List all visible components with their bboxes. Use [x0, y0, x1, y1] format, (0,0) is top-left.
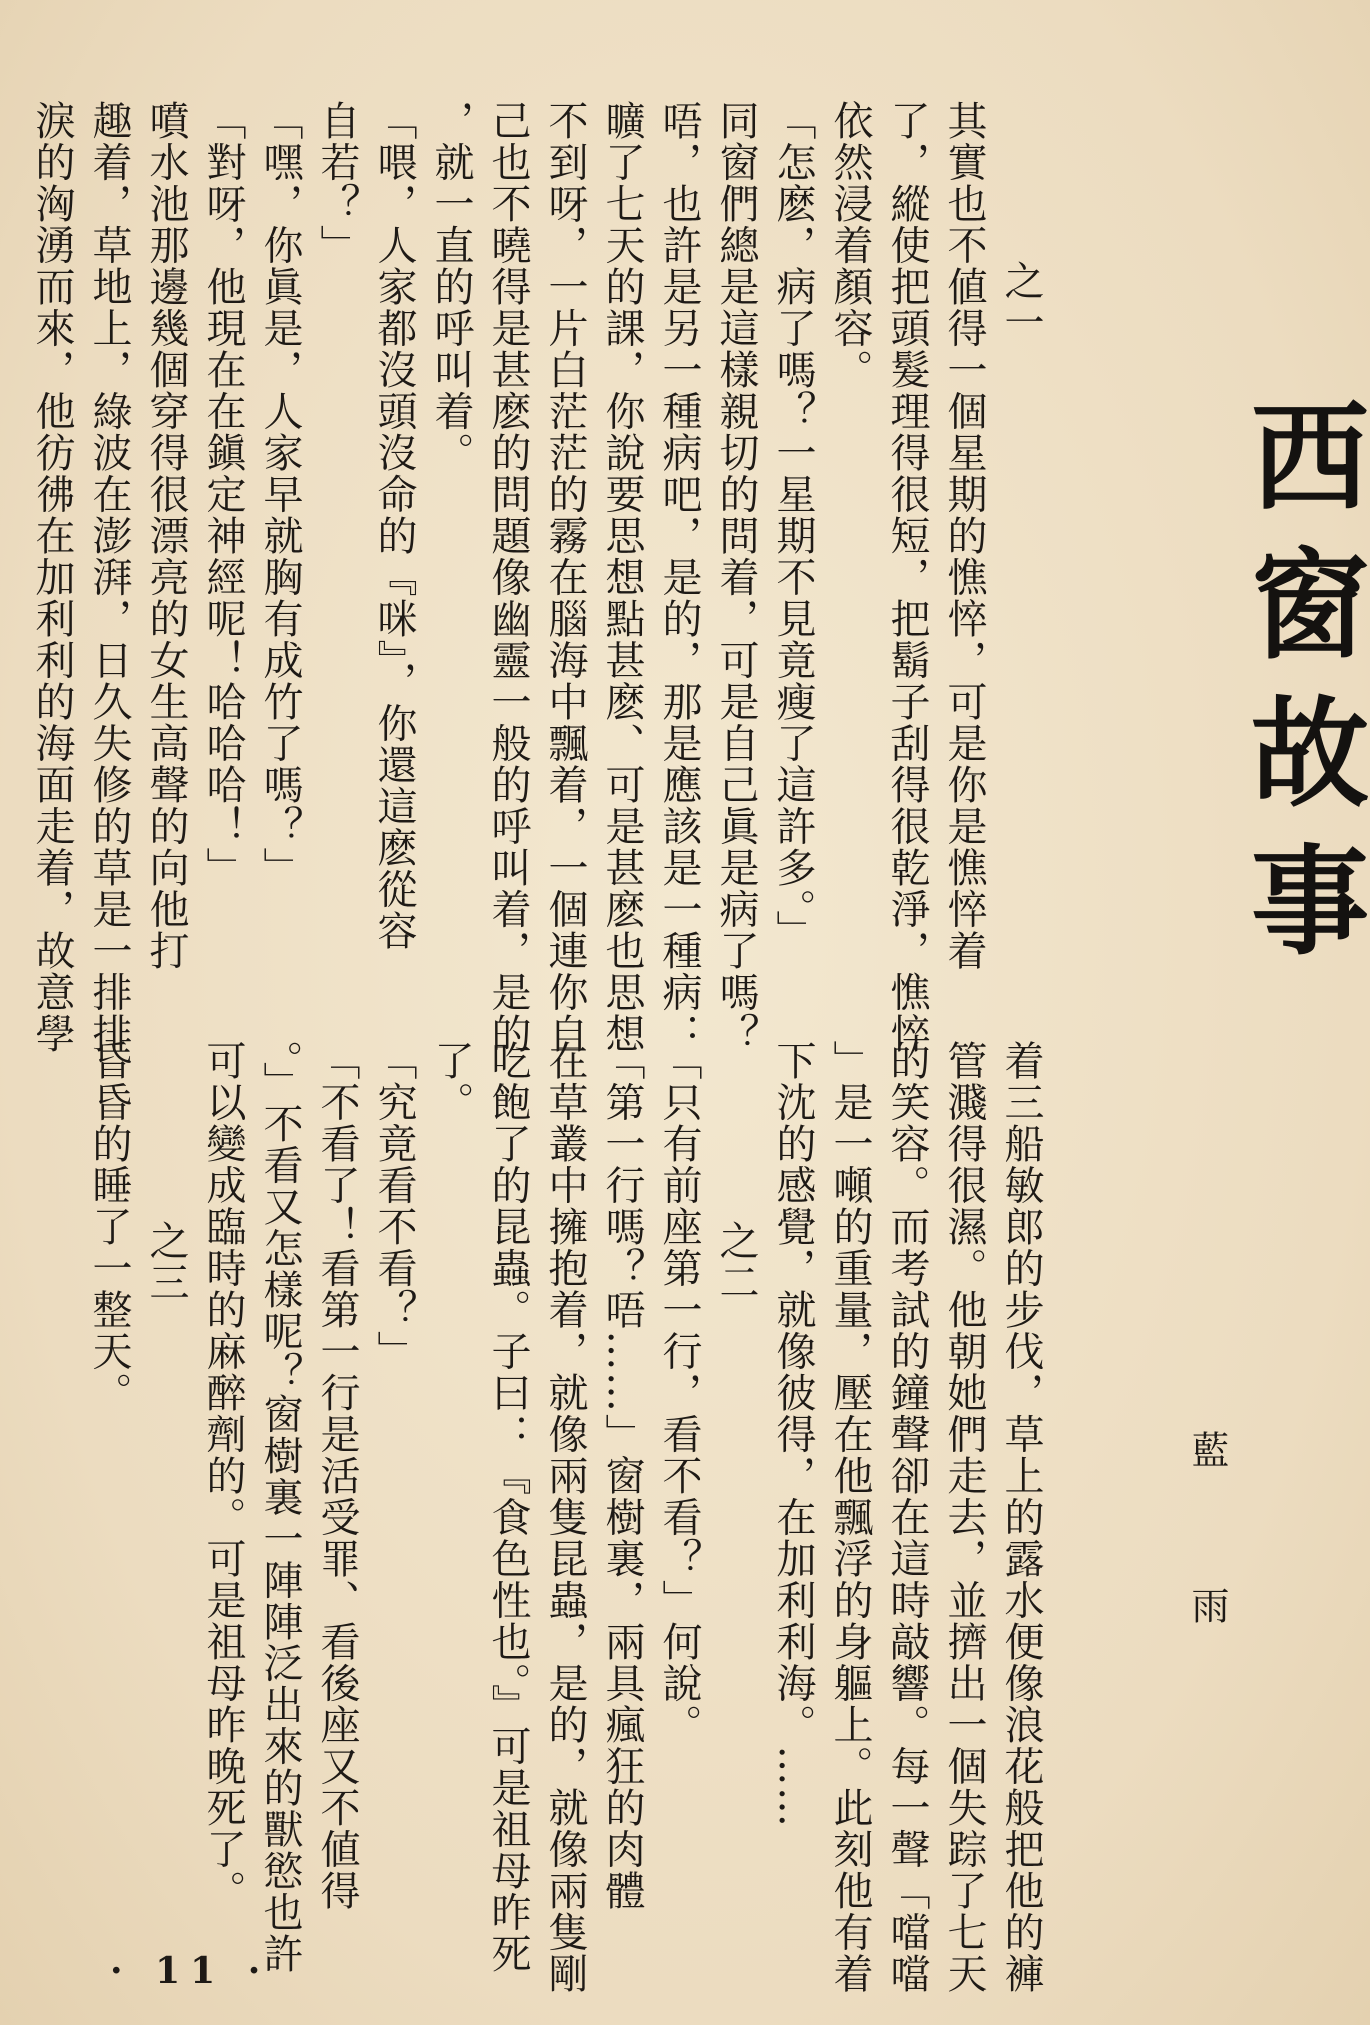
- page-number: · 11 ·: [110, 1950, 271, 1992]
- text-column: 「只有前座第一行，看不看？」何說。: [656, 1040, 702, 1746]
- text-column: 己也不曉得是甚麽的問題像幽靈一般的呼叫着，是的: [485, 100, 531, 1055]
- text-column: 的笑容。而考試的鐘聲卻在這時敲響。每一聲「噹噹: [884, 1040, 930, 1995]
- text-column: ，就一直的呼叫着。: [428, 100, 474, 474]
- author-name: 藍 雨: [1185, 1430, 1229, 1664]
- text-column: 唔，也許是另一種病吧，是的，那是應該是一種病：: [656, 100, 702, 1055]
- text-column: 吃飽了的昆蟲。子曰：『食色性也。』可是祖母昨死: [485, 1040, 531, 1975]
- text-column: 「究竟看不看？」: [371, 1040, 417, 1372]
- text-column: 曠了七天的課，你說要思想點甚麽、可是甚麽也思想: [599, 100, 645, 1055]
- text-column: 了。: [428, 1040, 474, 1123]
- text-column: 「喂，人家都沒頭沒命的『咪』，你還這麽從容: [371, 100, 417, 952]
- text-column: 下沈的感覺，就像彼得，在加利利海。……: [770, 1040, 816, 1829]
- text-column: 其實也不値得一個星期的憔悴，可是你是憔悴着: [941, 100, 987, 972]
- text-column: 依然浸着顏容。: [827, 100, 873, 391]
- section-one: [23, 100, 1049, 1055]
- text-column: 噴水池那邊幾個穿得很漂亮的女生高聲的向他打: [143, 100, 189, 972]
- text-column: 趣着，草地上，綠波在澎湃，日久失修的草是一排排: [86, 100, 132, 1055]
- text-column: 」是一噸的重量，壓在他飄浮的身軀上。此刻他有着: [827, 1040, 873, 1995]
- text-column: 不到呀，一片白茫茫的霧在腦海中飄着，一個連你自: [542, 100, 588, 1055]
- text-column: 着三船敏郎的步伐，草上的露水便像浪花般把他的褲: [998, 1040, 1044, 1995]
- text-column: 在草叢中擁抱着，就像兩隻昆蟲，是的，就像兩隻剛: [542, 1040, 588, 1995]
- text-column: 「不看了！看第一行是活受罪、看後座又不値得: [314, 1040, 360, 1912]
- section-heading: 之一: [998, 260, 1044, 343]
- text-column: 「嘿，你眞是，人家早就胸有成竹了嗎？」: [257, 100, 303, 889]
- text-column: 可以變成臨時的麻醉劑的。可是祖母昨晚死了。: [200, 1040, 246, 1912]
- text-column: 。」不看又怎樣呢？窗樹裏一陣陣泛出來的獸慾也許: [257, 1040, 303, 1975]
- text-column: 昏昏的睡了一整天。: [86, 1040, 132, 1414]
- text-column: 「第一行嗎？唔……」窗樹裏，兩具瘋狂的肉體: [599, 1040, 645, 1912]
- text-column: 同窗們總是這樣親切的問着，可是自己眞是病了嗎？: [713, 100, 759, 1055]
- section-heading: 之三: [143, 1220, 189, 1303]
- text-column: 了，縱使把頭髮理得很短，把鬍子刮得很乾淨，憔悴: [884, 100, 930, 1055]
- text-column: 「怎麽，病了嗎？一星期不見竟瘦了這許多。」: [770, 100, 816, 952]
- text-column: 自若？」: [314, 100, 360, 266]
- section-heading: 之二: [713, 1220, 759, 1303]
- text-column: 淚的洶湧而來，他彷彿在加利利的海面走着，故意學: [29, 100, 75, 1055]
- article-title: 西窗故事: [1231, 395, 1370, 987]
- text-column: 管濺得很濕。他朝她們走去，並擠出一個失踪了七天: [941, 1040, 987, 1995]
- text-column: 「對呀，他現在在鎭定神經呢！哈哈哈！」: [200, 100, 246, 889]
